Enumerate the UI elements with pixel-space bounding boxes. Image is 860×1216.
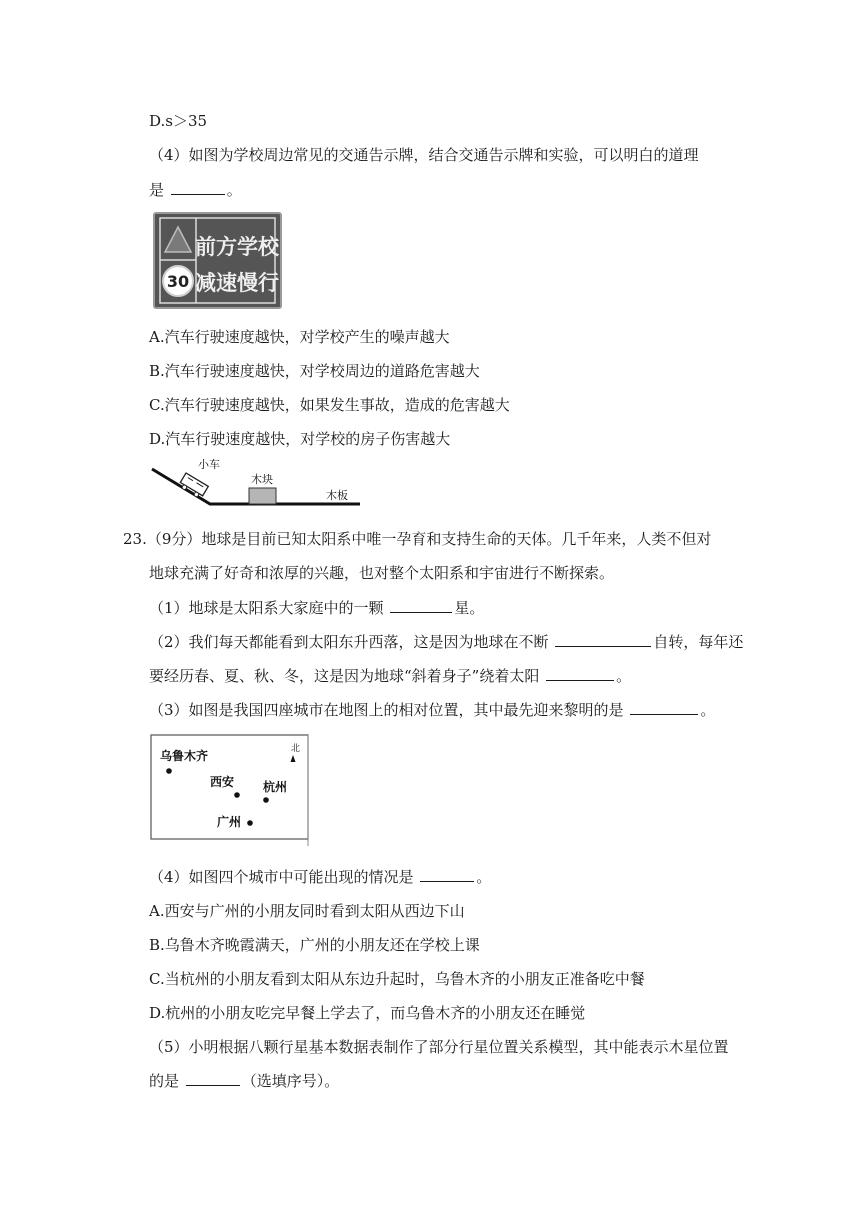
block-label: 木块	[251, 473, 273, 486]
speed-limit-number: 30	[166, 272, 190, 291]
school-traffic-sign	[150, 210, 284, 315]
answer-blank	[630, 700, 698, 715]
q23-sub2-line1	[149, 632, 743, 652]
city-map-figure	[150, 734, 312, 850]
sign-text-line2: 减速慢行	[195, 271, 279, 295]
q22-option-c: C.汽车行驶速度越快，如果发生事故，造成的危害越大	[149, 396, 510, 414]
q23-sub2-prefix: （2）我们每天都能看到太阳东升西落，这是因为地球在不断	[149, 633, 549, 651]
q23-sub1-prefix: （1）地球是太阳系大家庭中的一颗	[149, 599, 384, 617]
city-label-urumqi: 乌鲁木齐	[160, 749, 209, 763]
q23-sub2-mid: 自转，每年还	[653, 633, 744, 651]
q23-sub4-suffix: 。	[476, 868, 492, 886]
q23-sub5-line1: （5）小明根据八颗行星基本数据表制作了部分行星位置关系模型，其中能表示木星位置	[149, 1038, 729, 1056]
q22-option-a: A.汽车行驶速度越快，对学校产生的噪声越大	[149, 328, 450, 346]
q23-sub5-prefix: 的是	[149, 1072, 180, 1090]
city-label-hangzhou: 杭州	[263, 780, 288, 794]
wood-block	[249, 488, 276, 504]
q22-option-d: D.汽车行驶速度越快，对学校的房子伤害越大	[149, 430, 451, 448]
answer-blank	[546, 666, 614, 681]
option-d-prev: D.s＞35	[149, 112, 208, 130]
q23-sub2-line2-prefix: 要经历春、夏、秋、冬，这是因为地球“斜着身子”绕着太阳	[149, 667, 540, 685]
answer-blank	[420, 867, 474, 882]
q23-sub4	[149, 867, 491, 887]
north-label: 北	[291, 744, 301, 754]
q23-sub5-line2	[149, 1071, 339, 1091]
q23-option-a: A.西安与广州的小朋友同时看到太阳从西边下山	[149, 902, 465, 920]
q23-sub4-prefix: （4）如图四个城市中可能出现的情况是	[149, 868, 414, 886]
q23-stem-line1: 23.（9分）地球是目前已知太阳系中唯一孕育和支持生命的天体。几千年来，人类不但对	[123, 530, 712, 548]
ramp-experiment-figure	[150, 456, 365, 520]
city-dot-guangzhou	[247, 820, 253, 826]
q23-sub3	[149, 700, 715, 720]
answer-blank	[555, 632, 651, 647]
q23-stem-line2: 地球充满了好奇和浓厚的兴趣，也对整个太阳系和宇宙进行不断探索。	[149, 564, 615, 582]
q23-option-c: C.当杭州的小朋友看到太阳从东边升起时，乌鲁木齐的小朋友正准备吃中餐	[149, 970, 645, 988]
q23-sub1	[149, 598, 484, 618]
q22-sub4-prefix: 是	[149, 181, 165, 199]
q23-sub2-line2-suffix: 。	[616, 667, 632, 685]
car-label: 小车	[198, 458, 220, 471]
city-label-guangzhou: 广州	[217, 815, 242, 829]
board-label: 木板	[326, 489, 348, 502]
q22-sub4-line1: （4）如图为学校周边常见的交通告示牌，结合交通告示牌和实验，可以明白的道理	[149, 146, 699, 164]
answer-blank	[186, 1071, 240, 1086]
q23-sub3-prefix: （3）如图是我国四座城市在地图上的相对位置，其中最先迎来黎明的是	[149, 701, 624, 719]
city-dot-hangzhou	[263, 797, 269, 803]
q23-sub3-suffix: 。	[700, 701, 716, 719]
q23-option-d: D.杭州的小朋友吃完早餐上学去了，而乌鲁木齐的小朋友还在睡觉	[149, 1004, 586, 1022]
city-dot-urumqi	[166, 768, 172, 774]
q23-sub1-suffix: 星。	[454, 599, 485, 617]
answer-blank	[171, 180, 225, 195]
city-label-xian: 西安	[210, 775, 235, 789]
q23-sub5-suffix: （选填序号）。	[241, 1072, 340, 1090]
q22-sub4-suffix: 。	[226, 181, 242, 199]
q23-sub2-line2	[149, 666, 631, 686]
sign-text-line1: 前方学校	[195, 235, 279, 259]
q23-option-b: B.乌鲁木齐晚霞满天，广州的小朋友还在学校上课	[149, 936, 480, 954]
q22-sub4-line2	[149, 180, 242, 200]
city-dot-xian	[234, 792, 240, 798]
answer-blank	[390, 598, 452, 613]
q22-option-b: B.汽车行驶速度越快，对学校周边的道路危害越大	[149, 362, 480, 380]
